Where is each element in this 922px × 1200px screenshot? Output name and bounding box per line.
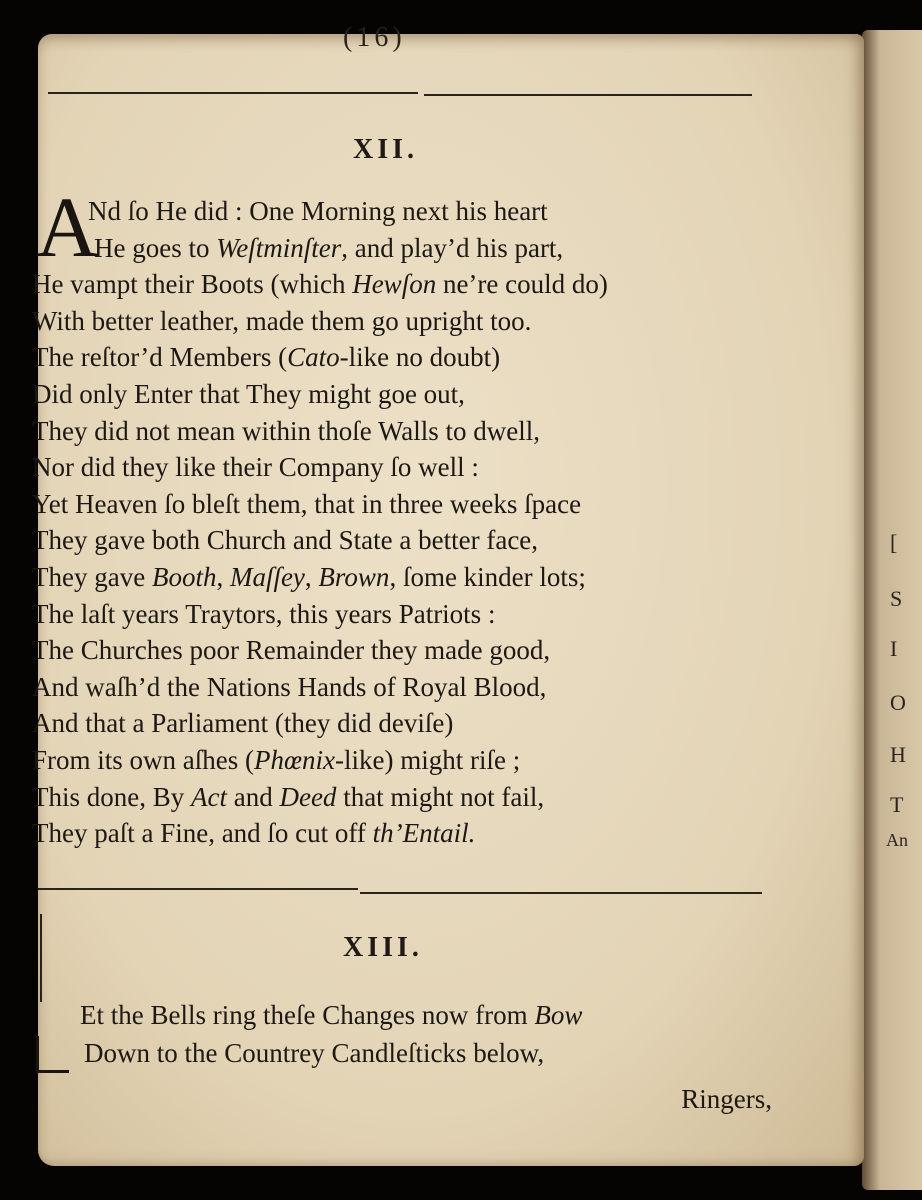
- italic-word: Act: [191, 781, 227, 812]
- italic-word: th’Entail.: [372, 818, 476, 849]
- facing-page-fragment: [: [890, 530, 898, 555]
- verse-line: [32, 525, 538, 556]
- top-rule-right: [424, 94, 752, 96]
- verse-text: , and play’d his part,: [341, 232, 564, 263]
- verse-text: From its own aſhes (: [32, 745, 254, 775]
- verse-line: [32, 635, 550, 666]
- verse-line: [32, 379, 465, 410]
- verse-line: [32, 818, 475, 849]
- verse-line: [84, 1038, 544, 1069]
- verse-text: They did not mean within thoſe Walls to dwell,: [32, 415, 541, 446]
- verse-line: [80, 1000, 582, 1031]
- verse-text: They gave: [32, 562, 152, 592]
- italic-word: Brown: [318, 562, 390, 592]
- section-xii-drop-cap: A: [36, 179, 99, 275]
- verse-text: Did only Enter that They might goe out,: [32, 379, 465, 409]
- verse-line: [32, 306, 531, 337]
- verse-text: -like no doubt): [339, 342, 501, 373]
- verse-text: ne’re could do): [436, 269, 608, 300]
- verse-line: [32, 342, 500, 373]
- italic-word: Deed: [279, 781, 337, 812]
- page-number: (16): [343, 22, 406, 53]
- italic-word: Phœnix: [254, 745, 335, 775]
- top-rule-left: [48, 92, 418, 94]
- verse-text: They paſt a Fine, and ſo cut off: [32, 818, 373, 849]
- verse-line: [32, 416, 540, 447]
- verse-text: They gave both Church and State a better face,: [32, 525, 539, 556]
- verse-text: He goes to: [94, 232, 217, 263]
- verse-text: Nor did they like their Company ſo well :: [32, 452, 479, 483]
- facing-page-fragment: H: [890, 742, 906, 767]
- verse-text: And that a Parliament (they did deviſe): [32, 708, 454, 739]
- verse-text: And waſh’d the Nations Hands of Royal Blood,: [32, 671, 547, 702]
- section-xiii-drop-cap: [36, 1036, 69, 1073]
- verse-line: [32, 708, 453, 739]
- italic-word: Hewſon: [352, 269, 437, 300]
- verse-text: Yet Heaven ſo bleſt them, that in three weeks ſpace: [32, 488, 582, 519]
- verse-line: [32, 489, 581, 520]
- verse-line: [32, 269, 608, 300]
- verse-line: [32, 745, 520, 776]
- verse-text: The Churches poor Remainder they made good,: [32, 635, 551, 666]
- italic-word: Weſtminſter: [216, 232, 342, 263]
- middle-rule-left: [38, 888, 358, 890]
- facing-page-fragment: O: [890, 690, 906, 715]
- facing-page-fragment: S: [890, 586, 903, 611]
- facing-page-fragment: I: [890, 636, 898, 661]
- middle-rule-right: [360, 892, 762, 894]
- verse-text: ,: [304, 562, 319, 592]
- verse-text: , ſome kinder lots;: [389, 562, 586, 592]
- catchword: Ringers,: [681, 1084, 772, 1114]
- verse-text: The reſtor’d Members (: [32, 342, 288, 373]
- book-page: [32, 22, 864, 1166]
- italic-word: Booth: [151, 562, 217, 592]
- verse-text: that might not fail,: [336, 781, 545, 812]
- verse-text: The laſt years Traytors, this years Patriots :: [32, 598, 496, 629]
- verse-text: and: [226, 781, 280, 812]
- verse-text: ,: [216, 562, 230, 592]
- verse-text: Down to the Countrey Candleſticks below,: [84, 1038, 545, 1068]
- facing-page-fragment: An: [886, 830, 908, 850]
- verse-line: [32, 672, 546, 703]
- italic-word: Cato: [287, 342, 340, 373]
- verse-text: -like) might riſe ;: [335, 745, 521, 775]
- margin-rule: [40, 914, 42, 1002]
- facing-page-edge: [862, 30, 922, 1190]
- verse-text: Et the Bells ring theſe Changes now from: [80, 1000, 535, 1030]
- italic-word: Maſſey: [229, 562, 305, 592]
- verse-line: [32, 562, 586, 593]
- verse-line: [32, 599, 495, 630]
- section-xii-heading: XII.: [353, 134, 419, 165]
- verse-text: This done, By: [32, 781, 191, 812]
- verse-line: [94, 233, 563, 264]
- facing-page-fragment: T: [890, 792, 904, 817]
- verse-line: [32, 452, 479, 483]
- verse-line: [32, 782, 544, 813]
- verse-text: Nd ſo He did : One Morning next his heart: [88, 196, 548, 226]
- section-xiii-heading: XIII.: [343, 932, 423, 963]
- verse-text: He vampt their Boots (which: [32, 269, 353, 300]
- verse-text: With better leather, made them go upright too.: [32, 305, 532, 336]
- italic-word: Bow: [534, 1000, 583, 1030]
- verse-line: [88, 196, 548, 227]
